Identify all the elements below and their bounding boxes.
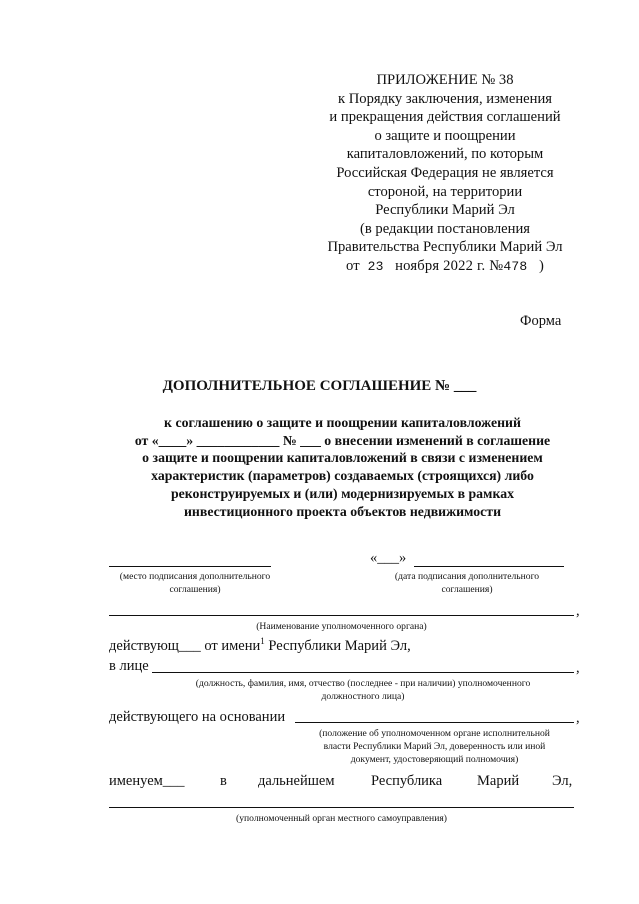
municipal-blank-line[interactable] [109, 807, 574, 808]
appendix-line: и прекращения действия соглашений [329, 109, 561, 126]
appendix-line: Правительства Республики Марий Эл [327, 239, 563, 256]
subtitle-line: инвестиционного проекта объектов недвижимости [183, 503, 502, 519]
date-day: 23 [367, 258, 384, 274]
appendix-header [300, 71, 590, 277]
document-title: ДОПОЛНИТЕЛЬНОЕ СОГЛАШЕНИЕ № ___ [162, 378, 477, 394]
subtitle-line: о защите и поощрении капиталовложений в связи с изменением [142, 450, 543, 466]
basis-caption: (положение об уполномоченном органе исполнительной власти Республики Марий Эл, доверенность или иной документ, удостоверяющий полномочия) [319, 728, 550, 765]
date-sign-quotes: «___» [370, 550, 407, 566]
named-word: Республика [371, 773, 443, 789]
date-prefix: от [345, 257, 360, 274]
appendix-line: к Порядку заключения, изменения [338, 90, 552, 107]
date-close: ) [538, 257, 544, 274]
appendix-line: стороной, на территории [367, 183, 523, 200]
named-word: в [220, 773, 227, 789]
authority-blank-line[interactable] [109, 615, 574, 616]
footnote-marker: 1 [260, 636, 265, 646]
authority-comma: , [576, 603, 580, 619]
appendix-line: (в редакции постановления [360, 220, 530, 237]
appendix-line: капиталовложений, по которым [346, 146, 544, 163]
date-month-year: ноября 2022 г. № [395, 257, 504, 274]
person-label: в лице [109, 658, 149, 674]
named-word: именуем___ [109, 773, 185, 789]
document-subtitle [100, 414, 585, 520]
form-label: Форма [520, 313, 562, 329]
named-word: Марий [477, 773, 520, 789]
authority-caption: (Наименование уполномоченного органа) [256, 621, 427, 632]
basis-comma: , [576, 710, 580, 726]
named-word: дальнейшем [258, 773, 335, 789]
basis-label: действующего на основании [109, 709, 286, 725]
person-blank-line[interactable] [152, 672, 574, 673]
person-comma: , [576, 660, 580, 676]
date-blank-line[interactable] [414, 566, 564, 567]
appendix-line: Республики Марий Эл [375, 202, 515, 219]
subtitle-line: к соглашению о защите и поощрении капиталовложений [164, 415, 521, 430]
date-number: 478 [503, 258, 528, 274]
appendix-line: Российская Федерация не является [336, 164, 554, 181]
subtitle-line: характеристик (параметров) создаваемых (строящихся) либо [151, 468, 534, 484]
named-word: Эл, [552, 773, 573, 789]
appendix-title: ПРИЛОЖЕНИЕ № 38 [376, 72, 514, 88]
place-caption: (место подписания дополнительного соглашения) [119, 571, 271, 595]
place-blank-line[interactable] [109, 566, 271, 567]
municipal-caption: (уполномоченный орган местного самоуправления) [236, 813, 447, 824]
person-caption: (должность, фамилия, имя, отчество (последнее - при наличии) уполномоченного должностного лица) [195, 678, 531, 702]
basis-blank-line[interactable] [295, 722, 574, 723]
appendix-line: о защите и поощрении [374, 127, 516, 144]
date-caption: (дата подписания дополнительного соглашения) [394, 571, 540, 595]
appendix-date-line [300, 257, 590, 277]
acting-line: действующ___ от имени$^1$ Республики Марий Эл, [109, 636, 411, 654]
subtitle-line: от «____» ____________ № ___ о внесении изменений в соглашение [134, 432, 551, 448]
subtitle-line: реконструируемых и (или) модернизируемых в рамках [170, 485, 514, 501]
